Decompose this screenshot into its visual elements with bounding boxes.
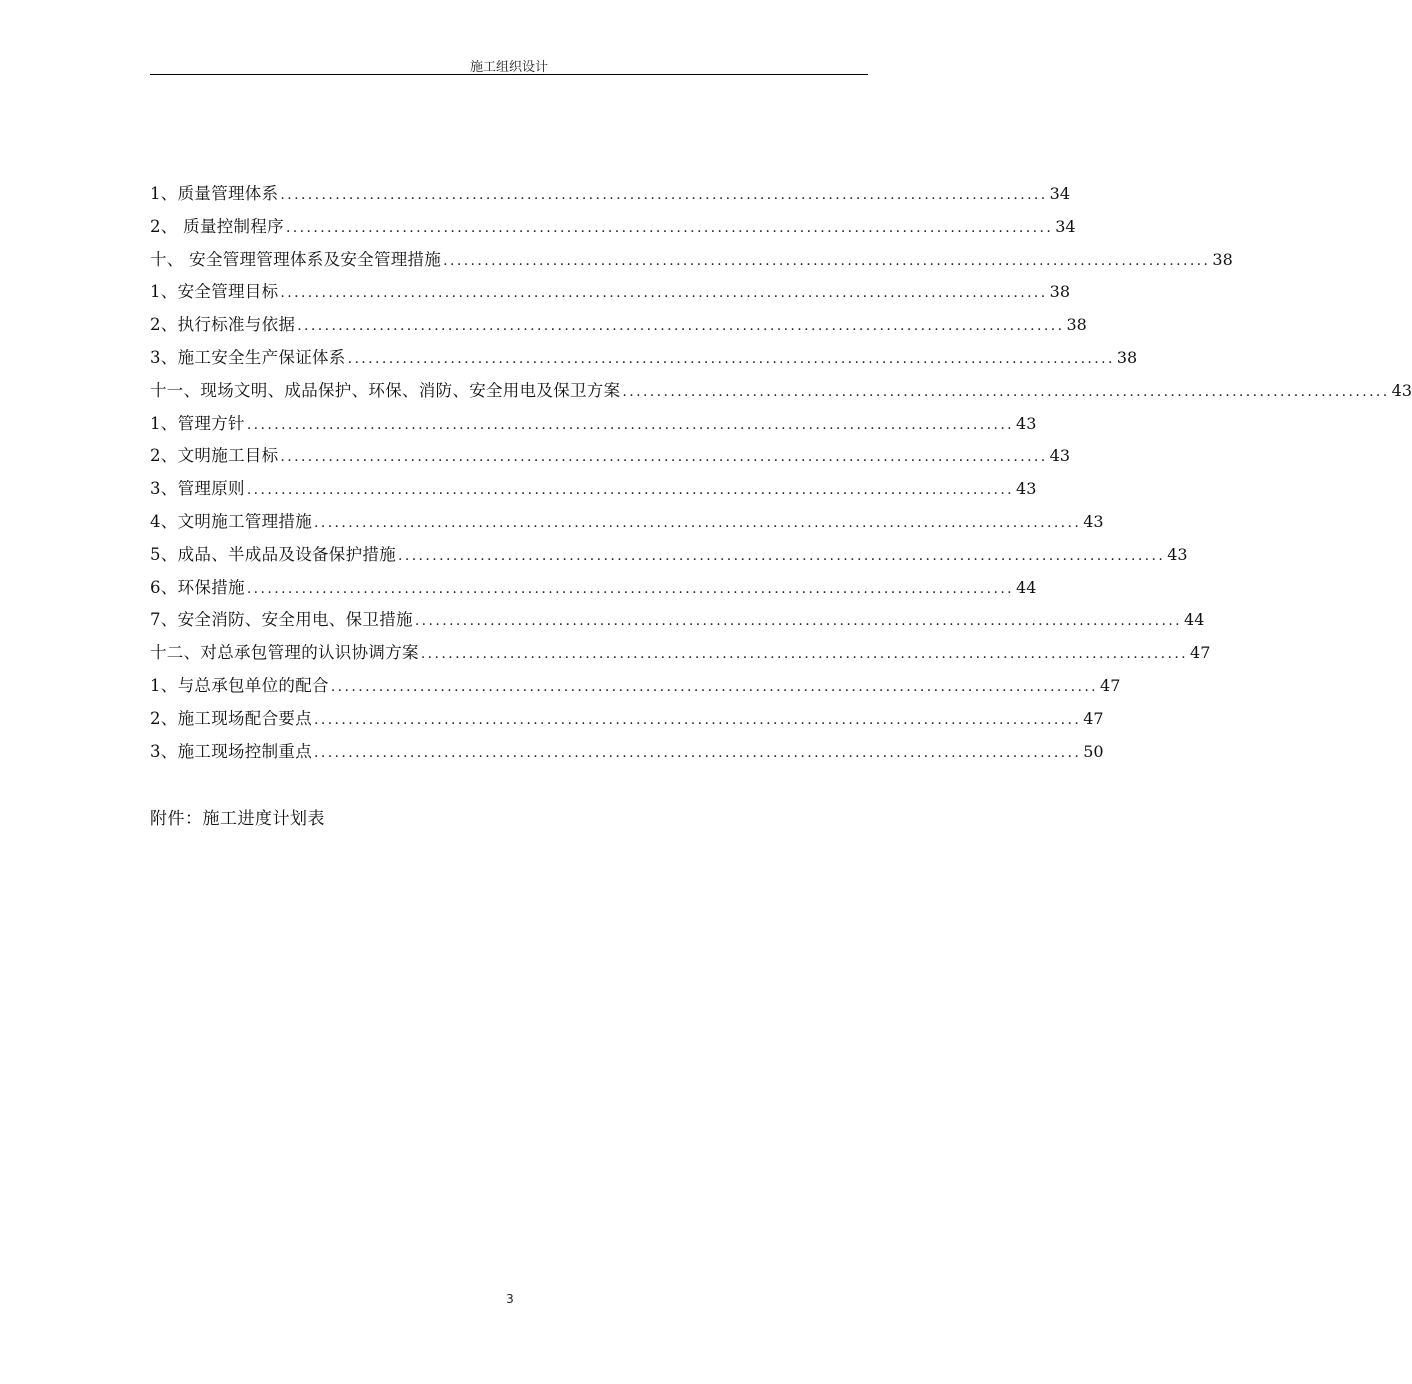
toc-entry[interactable] [150, 309, 1087, 342]
toc-entry[interactable] [150, 244, 1233, 277]
toc-leader: ................................................................................................................ [280, 187, 1048, 203]
toc-entry-page: 43 [1167, 544, 1188, 564]
toc-entry[interactable] [150, 375, 1412, 408]
toc-entry[interactable] [150, 473, 1037, 506]
toc-leader: ................................................................................................................ [398, 547, 1166, 564]
toc-entry-page: 43 [1016, 479, 1037, 499]
toc-leader: ................................................................................................................ [347, 350, 1115, 367]
toc-entry-text: 3、管理原则 [150, 479, 245, 499]
toc-entry-text: 2、执行标准与依据 [150, 315, 296, 335]
toc-entry-page: 38 [1116, 347, 1138, 367]
toc-entry[interactable] [150, 211, 1076, 244]
toc-leader: ................................................................................................................ [314, 711, 1082, 728]
toc-entry[interactable] [150, 736, 1104, 769]
toc-entry-text: 3、施工安全生产保证体系 [150, 347, 346, 367]
toc-entry[interactable] [150, 178, 1070, 211]
toc-entry-page: 47 [1190, 643, 1211, 663]
toc-leader: ................................................................................................................ [314, 514, 1082, 531]
header-title: 施工组织设计 [469, 60, 548, 75]
toc-entry-page: 38 [1212, 249, 1233, 269]
toc-entry-page: 34 [1055, 216, 1076, 236]
toc-entry-text: 1、管理方针 [150, 413, 245, 433]
toc-entry[interactable] [150, 703, 1104, 736]
toc-entry-page: 43 [1083, 511, 1104, 531]
toc-leader: ................................................................................................................ [420, 646, 1189, 663]
page-number: 3 [506, 1292, 514, 1306]
toc-leader: ................................................................................................................ [414, 613, 1183, 630]
toc-entry-text: 4、文明施工管理措施 [150, 511, 312, 531]
toc-entry-text: 2、 质量控制程序 [150, 216, 284, 236]
toc-leader: ................................................................................................................ [246, 482, 1015, 499]
toc-entry-page: 43 [1016, 413, 1037, 433]
toc-entry-text: 6、环保措施 [150, 577, 245, 597]
toc-entry-text: 2、施工现场配合要点 [150, 708, 312, 728]
toc-entry-page: 50 [1083, 741, 1104, 761]
toc-entry[interactable] [150, 408, 1037, 441]
toc-entry-text: 3、施工现场控制重点 [150, 741, 312, 761]
toc-entry-text: 1、与总承包单位的配合 [150, 675, 329, 695]
toc-entry[interactable] [150, 276, 1070, 309]
toc-entry[interactable] [150, 440, 1070, 473]
toc-entry-text: 1、安全管理目标 [150, 282, 279, 302]
toc-entry-page: 47 [1083, 708, 1104, 728]
toc-entry-text: 5、成品、半成品及设备保护措施 [150, 544, 396, 564]
toc-entry[interactable] [150, 604, 1205, 637]
toc-entry-text: 7、安全消防、安全用电、保卫措施 [150, 610, 413, 630]
toc-leader: ................................................................................................................ [443, 252, 1211, 269]
toc-entry-page: 43 [1391, 380, 1412, 400]
toc-leader: ................................................................................................................ [330, 678, 1099, 695]
toc-entry-text: 十二、对总承包管理的认识协调方案 [150, 643, 419, 663]
table-of-contents [150, 178, 1412, 768]
toc-leader: ................................................................................................................ [246, 416, 1015, 433]
toc-entry-page: 38 [1049, 282, 1070, 302]
toc-leader: ................................................................................................................ [280, 449, 1048, 466]
toc-entry-text: 十一、现场文明、成品保护、环保、消防、安全用电及保卫方案 [150, 380, 621, 400]
toc-entry-page: 44 [1016, 577, 1037, 597]
toc-entry[interactable] [150, 506, 1104, 539]
toc-leader: ................................................................................................................ [285, 219, 1054, 236]
header-rule [150, 74, 868, 75]
toc-entry-page: 43 [1049, 446, 1070, 466]
toc-leader: ................................................................................................................ [314, 744, 1082, 761]
toc-leader: ................................................................................................................ [280, 285, 1048, 302]
toc-entry-page: 47 [1100, 675, 1121, 695]
toc-entry[interactable] [150, 342, 1138, 375]
toc-leader: ................................................................................................................ [246, 580, 1015, 597]
toc-entry-text: 1、质量管理体系 [150, 184, 279, 203]
toc-entry[interactable] [150, 637, 1211, 670]
toc-entry-page: 38 [1066, 315, 1087, 335]
toc-entry-page: 34 [1049, 184, 1070, 203]
toc-entry[interactable] [150, 572, 1037, 605]
appendix-note: 附件：施工进度计划表 [150, 809, 325, 829]
toc-leader: ................................................................................................................ [297, 318, 1065, 335]
toc-entry-text: 2、文明施工目标 [150, 446, 279, 466]
toc-entry-text: 十、 安全管理管理体系及安全管理措施 [150, 249, 442, 269]
toc-leader: ................................................................................................................ [622, 383, 1390, 400]
toc-entry-page: 44 [1184, 610, 1205, 630]
toc-entry[interactable] [150, 539, 1188, 572]
toc-entry[interactable] [150, 670, 1121, 703]
